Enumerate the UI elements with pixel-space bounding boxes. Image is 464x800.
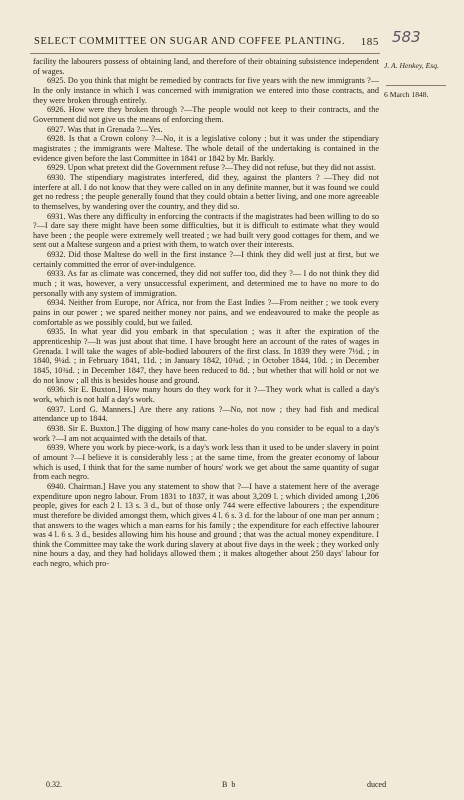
- paragraph: 6927. Was that in Grenada ?—Yes.: [47, 124, 163, 134]
- paragraph: 6932. Did those Maltese do well in the first instance ?—I think they did well just at first, but we certainly committed the error of over-indulgence.: [33, 250, 379, 269]
- paragraph: 6940. Chairman.] Have you any statement to show that ?—I have a statement here of the average expenditure upon negro labour. From 1831 to 1837, it was about 3,209 l. ; which divided among 1,206 people, gives for each 2 l. 13 s. 3 d., but of those only 744 were effective labourers ; the expenditure must therefore be divided amongst them, which gives 4 l. 6 s. 3 d. for the labour of one man per annum ; that answers to the wages which a man earns for his family ; the expenditure for each effective labourer was 4 l. 6 s. 3 d., besides allowing him his house and ground ; that was the actual money expenditure. I think the Committee may take the work during slavery at about five days in the week ; they worked only nine hours a day, and they had holidays allowed them ; it makes altogether about 250 days' labour for each negro, which pro-: [33, 481, 379, 569]
- handwritten-folio-number: 583: [392, 28, 421, 46]
- catchword: duced: [367, 780, 387, 789]
- paragraph: 6937. Lord G. Manners.] Are there any rations ?—No, not now ; they had fish and medical attendance up to 1844.: [33, 404, 379, 424]
- paragraph: 6939. Where you work by piece-work, is a day's work less than it used to be under slavery in point of amount ?—I believe it is considerably less ; at the same time, from the greater economy of labour which is used, I think that for the same number of hours' work we get about the same quantity of sugar from each negro.: [33, 443, 379, 482]
- paragraph: 6926. How were they broken through ?—The people would not keep to their contracts, and the Government did not give us the means of enforcing them.: [33, 105, 379, 124]
- paragraph: facility the labourers possess of obtaining land, and therefore of their obtaining subsistence independent of wages.: [33, 57, 379, 76]
- paragraph: 6930. The stipendiary magistrates interfered, did they, against the planters ? —They did not interfere at all. I do not know that they were called on in any definite manner, but it was found we could get no redress ; the people generally found that they could obtain a better living, and one more agreeable to themselves, by wandering over the country, and they did so.: [33, 172, 379, 211]
- running-title: SELECT COMMITTEE ON SUGAR AND COFFEE PLANTING.: [34, 36, 346, 47]
- running-header: [34, 36, 379, 48]
- paragraph: 6931. Was there any difficulty in enforcing the contracts if the magistrates had been willing to do so ?—I dare say there might have been some difficulties, but it is difficult to estimate what they would have been ; the people were extremely well treated ; we had built very good cottages for them, and we sent out a Maltese surgeon and a priest with them, to watch over their interests.: [33, 211, 379, 250]
- evidence-text: [33, 57, 379, 569]
- paragraph: 6936. Sir E. Buxton.] How many hours do they work for it ?—They work what is called a day's work, which is not half a day's work.: [33, 385, 379, 404]
- paragraph: 6935. In what year did you embark in that speculation ; was it after the expiration of the apprenticeship ?—It was just about that time. I have brought here an account of the rates of wages in Grenada. I will take the wages of able-bodied labourers of the first class. In 1839 they were 7½d. ; in 1840, 9¼d. ; in February 1841, 11d. ; in January 1842, 10¾d. ; in October 1844, 10d. ; in December 1845, 10¾d. ; in December 1847, they have been reduced to 8d. ; but whether that will hold or not we do not know ; all this is besides house and ground.: [33, 327, 379, 385]
- header-rule: [30, 53, 380, 54]
- footer-signature: 0.32.: [46, 780, 62, 789]
- paragraph: 6928. Is that a Crown colony ?—No, it is a legislative colony ; but it was under the stipendiary magistrates ; the immigrants were Maltese. The whole detail of the undertaking is contained in the evidence given before the last Committee in 1841 or 1842 by Mr. Barkly.: [33, 134, 379, 163]
- paragraph: 6929. Upon what pretext did the Government refuse ?—They did not refuse, but they did not assist.: [47, 163, 376, 173]
- sidenote-rule: [386, 85, 446, 86]
- date-sidenote: 6 March 1848.: [384, 90, 429, 99]
- paragraph: 6934. Neither from Europe, nor Africa, nor from the East Indies ?—From neither ; we took every pains in our power ; we spared neither money nor pains, and we endeavoured to make the people as comfortable as we possibly could, but we failed.: [33, 298, 379, 327]
- witness-sidenote: J. A. Henkey, Esq.: [384, 61, 439, 70]
- paragraph: 6933. As far as climate was concerned, they did not suffer too, did they ?— I do not think they did much ; it was, however, a very unsuccessful experiment, and determined me to have no more to do personally with any system of immigration.: [33, 269, 379, 298]
- paragraph: 6925. Do you think that might be remedied by contracts for five years with the new immigrants ?—In the only instance in which I was concerned with immigration we entered into those contracts, and they were broken through entirely.: [33, 76, 379, 105]
- signature-mark: B b: [222, 780, 237, 789]
- paragraph: 6938. Sir E. Buxton.] The digging of how many cane-holes do you consider to be equal to a day's work ?—I am not acquainted with the details of that.: [33, 423, 379, 443]
- page-number: 185: [360, 36, 379, 48]
